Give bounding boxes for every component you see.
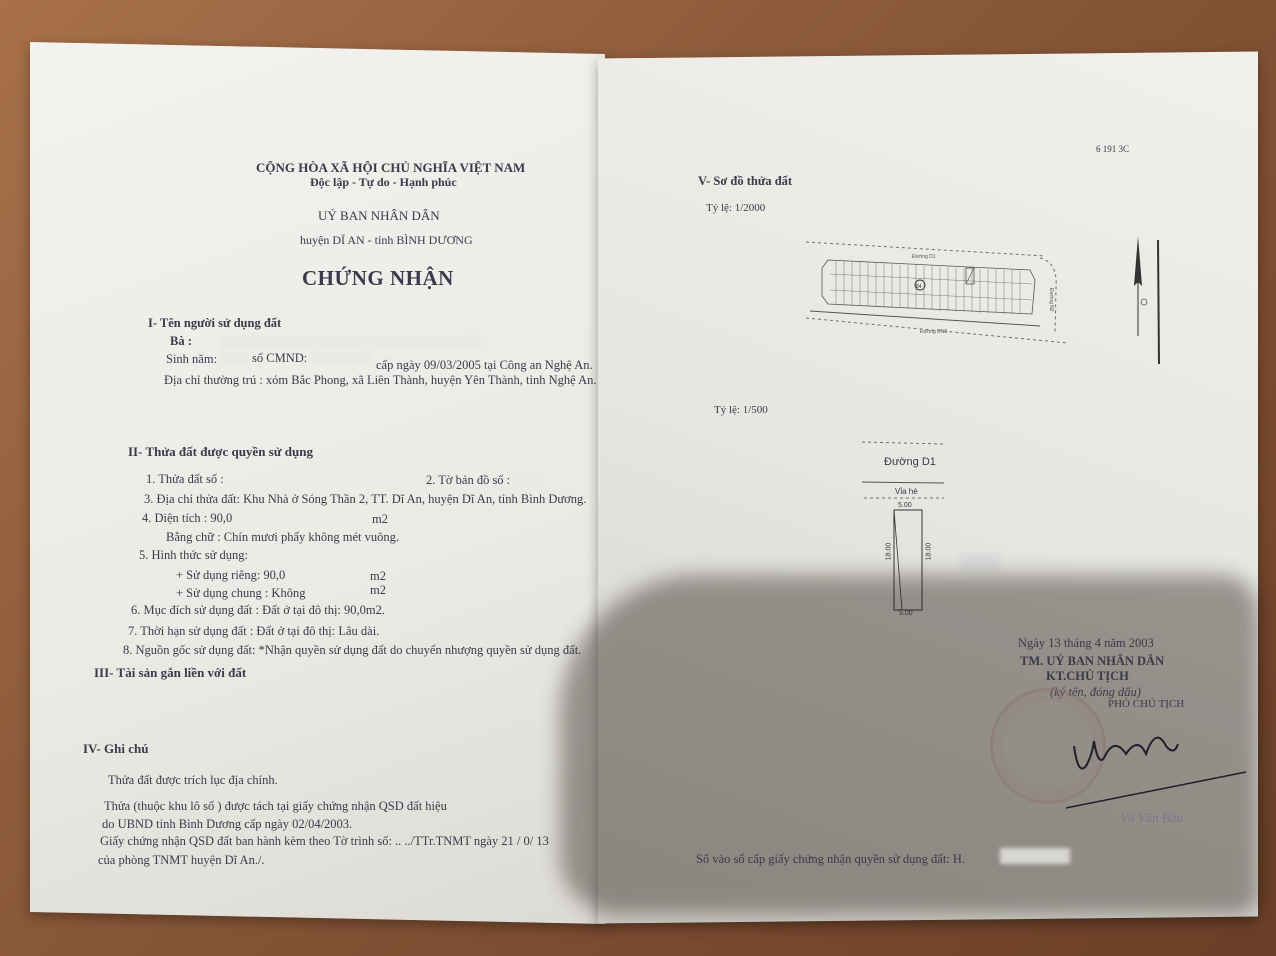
section1-heading: I- Tên người sử dụng đất xyxy=(148,316,282,330)
common-use-unit: m2 xyxy=(370,583,386,597)
plot-area: 4. Diện tích : 90,0 xyxy=(142,511,233,525)
scale-2: Tỷ lệ: 1/500 xyxy=(714,404,768,416)
sidewalk-label: Vỉa hè xyxy=(895,487,918,496)
document-title: CHỨNG NHẬN xyxy=(302,266,454,290)
note-line-4: Giấy chứng nhận QSD đất ban hành kèm theo Tờ trình số: .. ../TTr.TNMT ngày 21 / 0/ 13 xyxy=(100,834,549,848)
redaction-sheet xyxy=(515,474,545,486)
land-origin: 8. Nguồn gốc sử dụng đất: *Nhận quyền sử dụng đất do chuyển nhượng quyền sử dụng đất. xyxy=(123,643,582,657)
register-number: Số vào sổ cấp giấy chứng nhận quyền sử dụng đất: H. xyxy=(696,852,966,866)
signature-deputy: PHÓ CHỦ TỊCH xyxy=(1108,698,1185,710)
note-line-3: do UBND tỉnh Bình Dương cấp ngày 02/04/2003. xyxy=(102,817,353,831)
scale-1: Tỷ lệ: 1/2000 xyxy=(706,202,766,214)
redaction-birth xyxy=(220,352,248,364)
signature-note: (ký tên, đóng dấu) xyxy=(1050,685,1141,699)
plot-marker-label: 84 xyxy=(916,284,922,290)
republic-heading: CỘNG HÒA XÃ HỘI CHỦ NGHĨA VIỆT NAM xyxy=(256,160,526,175)
owner-address: Địa chỉ thường trú : xóm Bắc Phong, xã Liên Thành, huyện Yên Thành, tỉnh Nghệ An. xyxy=(164,373,597,387)
small-road-bottom-label: Đường DN3 xyxy=(920,329,948,335)
redaction-id xyxy=(310,352,372,364)
plot-address: 3. Địa chỉ thửa đất: Khu Nhà ở Sóng Thần 2, TT. Dĩ An, huyện Dĩ An, tỉnh Bình Dương. xyxy=(144,492,587,506)
redaction-name xyxy=(220,336,480,348)
section4-heading: IV- Ghi chú xyxy=(83,741,149,756)
land-purpose: 6. Mục đích sử dụng đất : Đất ở tại đô thị: 90,0m2. xyxy=(131,603,385,617)
dim-right: 18.00 xyxy=(925,542,933,561)
small-road-side-label: Đường N2 xyxy=(1048,288,1054,312)
signature-date: Ngày 13 tháng 4 năm 2003 xyxy=(1018,636,1154,650)
private-use: + Sử dụng riêng: 90,0 xyxy=(176,568,286,582)
signer-name: Võ Văn Bầu xyxy=(1120,810,1183,825)
plot-number: 1. Thửa đất số : xyxy=(146,472,224,486)
note-line-2: Thửa (thuộc khu lô số ) được tách tại giấy chứng nhận QSD đất hiệu xyxy=(104,799,447,813)
signature-org: TM. UỶ BAN NHÂN DÂN xyxy=(1020,654,1165,668)
site-plan-map xyxy=(800,238,1075,350)
handwritten-signature xyxy=(1066,706,1256,821)
road-d1-label: Đường D1 xyxy=(884,456,936,468)
small-road-top-label: Đường D1 xyxy=(912,254,936,260)
dim-bottom: 5.00 xyxy=(899,610,913,617)
section3-heading: III- Tài sản gắn liền với đất xyxy=(94,665,247,680)
note-line-5: của phòng TNMT huyện Dĩ An./. xyxy=(98,853,265,867)
map-sheet: 2. Tờ bản đồ số : xyxy=(426,473,511,487)
common-use: + Sử dụng chung : Không xyxy=(176,586,306,600)
redaction-register xyxy=(1000,848,1070,864)
name-label: Bà : xyxy=(170,334,192,348)
note-line-1: Thửa đất được trích lục địa chính. xyxy=(108,773,278,787)
private-use-unit: m2 xyxy=(370,569,386,583)
birth-label: Sinh năm: xyxy=(166,352,218,366)
redaction-plot xyxy=(960,553,1000,571)
plot-area-unit: m2 xyxy=(372,512,388,526)
corner-note: 6 191 3C xyxy=(1096,144,1130,154)
motto: Độc lập - Tự do - Hạnh phúc xyxy=(310,175,457,189)
agency-name: UỶ BAN NHÂN DÂN xyxy=(318,208,440,223)
section2-heading: II- Thửa đất được quyền sử dụng xyxy=(128,444,313,459)
signature-role: KT.CHỦ TỊCH xyxy=(1046,669,1129,683)
area-in-words: Bằng chữ : Chín mươi phẩy không mét vuông. xyxy=(166,530,399,544)
dim-left: 18.00 xyxy=(885,542,893,561)
district-name: huyện DĨ AN - tỉnh BÌNH DƯƠNG xyxy=(300,233,473,247)
id-label: số CMND: xyxy=(252,351,308,365)
section5-heading: V- Sơ đồ thửa đất xyxy=(698,174,793,188)
dim-top: 5.00 xyxy=(898,502,912,509)
use-term: 7. Thời hạn sử dụng đất : Đất ở tại đô thị: Lâu dài. xyxy=(128,624,380,638)
issued-date: cấp ngày 09/03/2005 tại Công an Nghệ An. xyxy=(376,358,593,372)
north-arrow-icon xyxy=(1130,236,1170,368)
use-form: 5. Hình thức sử dụng: xyxy=(139,548,249,562)
